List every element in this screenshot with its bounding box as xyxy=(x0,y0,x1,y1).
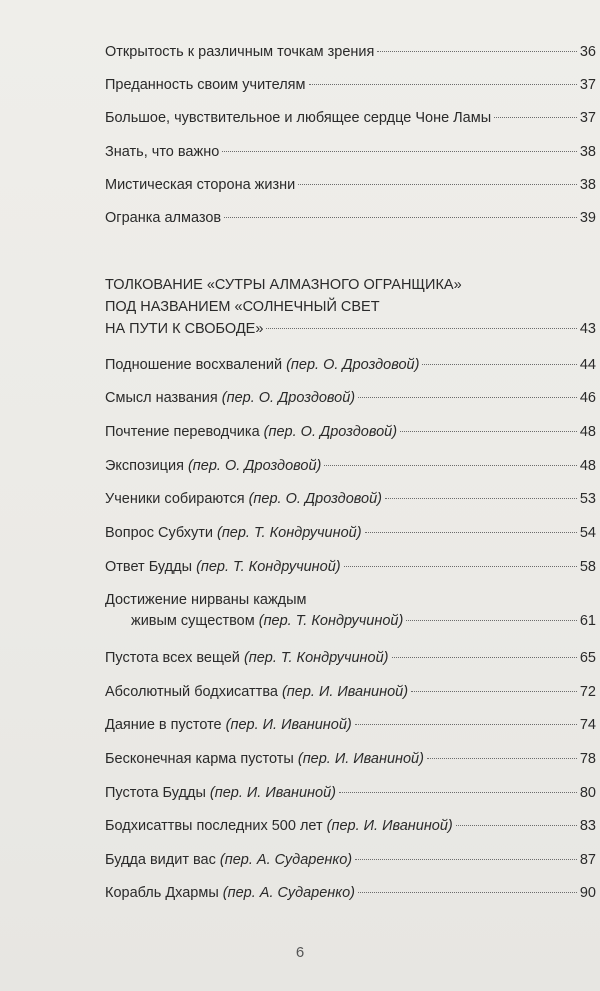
toc-entry-translator: (пер. Т. Кондручиной) xyxy=(216,525,362,541)
toc-entry-translator: (пер. И. Иваниной) xyxy=(225,717,352,733)
section-heading xyxy=(105,274,596,340)
dot-leader xyxy=(222,151,577,152)
toc-entry-translator: (пер. О. Дроздовой) xyxy=(263,424,398,440)
toc-entry-title: Пустота всех вещей xyxy=(105,650,240,666)
section-heading-line: ПОД НАЗВАНИЕМ «СОЛНЕЧНЫЙ СВЕТ xyxy=(105,299,380,315)
toc-entry xyxy=(105,456,596,477)
toc-entry-translator: (пер. И. Иваниной) xyxy=(209,785,336,801)
dot-leader xyxy=(224,217,577,218)
toc-entry xyxy=(105,388,596,409)
toc-entry xyxy=(105,783,596,804)
toc-entry-title: Будда видит вас xyxy=(105,852,216,868)
toc-entry-translator: (пер. О. Дроздовой) xyxy=(187,458,322,474)
dot-leader xyxy=(358,397,577,398)
dot-leader xyxy=(344,566,577,567)
toc-entry-page: 74 xyxy=(579,717,596,733)
dot-leader xyxy=(309,84,577,85)
toc-entry-title: Огранка алмазов xyxy=(105,210,222,226)
dot-leader xyxy=(377,51,576,52)
toc-entry-translator: (пер. Т. Кондручиной) xyxy=(196,559,341,575)
toc-entry xyxy=(105,489,596,510)
toc-entry-title: Бодхисаттвы последних 500 лет xyxy=(105,818,323,834)
toc-entry-page: 87 xyxy=(579,852,596,868)
toc-entry-title: Корабль Дхармы xyxy=(105,885,219,901)
toc-entry-translator: (пер. И. Иваниной) xyxy=(297,751,424,767)
toc-entry xyxy=(105,715,596,736)
toc-entry-page: 43 xyxy=(579,321,596,337)
section-heading-line: ТОЛКОВАНИЕ «СУТРЫ АЛМАЗНОГО ОГРАНЩИКА» xyxy=(105,277,462,293)
toc-entry xyxy=(105,682,596,703)
toc-entry-page: 38 xyxy=(579,144,596,160)
toc-entry-title: Бесконечная карма пустоты xyxy=(105,751,294,767)
toc-entry-title: Преданность своим учителям xyxy=(105,77,306,93)
section-heading-line: НА ПУТИ К СВОБОДЕ» xyxy=(105,321,264,337)
toc-entry-translator: (пер. О. Дроздовой) xyxy=(248,491,382,507)
toc-entry-title: Вопрос Субхути xyxy=(105,525,213,541)
toc-entry xyxy=(105,850,596,871)
toc-entry-page: 54 xyxy=(579,525,596,541)
dot-leader xyxy=(411,691,577,692)
toc-entry-translator: (пер. И. Иваниной) xyxy=(326,818,453,834)
toc-entry xyxy=(105,883,596,904)
toc-entry-page: 78 xyxy=(579,751,596,767)
dot-leader xyxy=(355,859,577,860)
dot-leader xyxy=(339,792,577,793)
toc-entry-translator: (пер. И. Иваниной) xyxy=(281,684,409,700)
dot-leader xyxy=(456,825,577,826)
toc-entry xyxy=(105,749,596,770)
toc-entry-title: Большое, чувствительное и любящее сердце Чоне Ламы xyxy=(105,110,492,126)
toc-entry-translator: (пер. Т. Кондручиной) xyxy=(258,613,404,629)
dot-leader xyxy=(392,657,577,658)
toc-entry-page: 61 xyxy=(579,613,596,629)
toc-entry-page: 48 xyxy=(579,424,596,440)
toc-entry-page: 46 xyxy=(579,390,596,406)
dot-leader xyxy=(422,364,576,365)
toc-entry-title: Пустота Будды xyxy=(105,785,206,801)
toc-entry-translator: (пер. О. Дроздовой) xyxy=(221,390,356,406)
toc-entry xyxy=(105,557,596,578)
toc-entry-page: 36 xyxy=(579,44,596,60)
toc-entry xyxy=(105,75,596,96)
toc-entry-title: Знать, что важно xyxy=(105,144,220,160)
toc-entry-page: 44 xyxy=(579,357,596,373)
toc-entry-page: 65 xyxy=(579,650,596,666)
toc-entry-page: 58 xyxy=(579,559,596,575)
dot-leader xyxy=(365,532,577,533)
toc-entry xyxy=(105,208,596,229)
toc-entry xyxy=(105,42,596,63)
toc-entry-title: Ответ Будды xyxy=(105,559,193,575)
toc-entry-title: Экспозиция xyxy=(105,458,184,474)
toc-entry xyxy=(105,648,596,669)
toc-entry-title: Ученики собираются xyxy=(105,491,245,507)
dot-leader xyxy=(266,328,576,329)
dot-leader xyxy=(427,758,577,759)
dot-leader xyxy=(494,117,577,118)
toc-entry-page: 48 xyxy=(579,458,596,474)
toc-entry-title: Абсолютный бодхисаттва xyxy=(105,684,278,700)
toc-entry-page: 83 xyxy=(579,818,596,834)
toc-entry xyxy=(105,422,596,443)
toc-entry xyxy=(105,816,596,837)
toc-entry-translator: (пер. Т. Кондручиной) xyxy=(243,650,389,666)
toc-entry-page: 53 xyxy=(579,491,596,507)
toc-entry-translator: (пер. А. Сударенко) xyxy=(219,852,353,868)
toc-entry-title: Даяние в пустоте xyxy=(105,717,222,733)
toc-entry xyxy=(105,175,596,196)
toc-entry-page: 39 xyxy=(579,210,596,226)
toc-entry-title: Открытость к различным точкам зрения xyxy=(105,44,375,60)
toc-entry xyxy=(105,523,596,544)
toc-entry-page: 80 xyxy=(579,785,596,801)
toc-entry xyxy=(105,142,596,163)
toc-entry-page: 37 xyxy=(579,110,596,126)
toc-entry xyxy=(105,590,596,632)
toc-entry xyxy=(105,108,596,129)
toc-entry xyxy=(105,355,596,376)
page-number: 6 xyxy=(295,944,305,961)
toc-entry-page: 37 xyxy=(579,77,596,93)
toc-entry-translator: (пер. О. Дроздовой) xyxy=(286,357,420,373)
dot-leader xyxy=(298,184,577,185)
toc-entry-page: 38 xyxy=(579,177,596,193)
toc-entry-page: 90 xyxy=(579,885,596,901)
toc-entry-title: Смысл названия xyxy=(105,390,218,406)
dot-leader xyxy=(358,892,577,893)
dot-leader xyxy=(355,724,577,725)
toc-entry-title: Мистическая сторона жизни xyxy=(105,177,296,193)
dot-leader xyxy=(400,431,577,432)
toc-entry-title: живым существом xyxy=(131,613,255,629)
toc-entry-title: Почтение переводчика xyxy=(105,424,260,440)
dot-leader xyxy=(406,620,577,621)
dot-leader xyxy=(385,498,577,499)
toc-entry-page: 72 xyxy=(579,684,596,700)
toc-entry-title: Подношение восхвалений xyxy=(105,357,283,373)
toc-entry-title: Достижение нирваны каждым xyxy=(105,592,307,608)
toc-entry-translator: (пер. А. Сударенко) xyxy=(222,885,356,901)
dot-leader xyxy=(324,465,577,466)
